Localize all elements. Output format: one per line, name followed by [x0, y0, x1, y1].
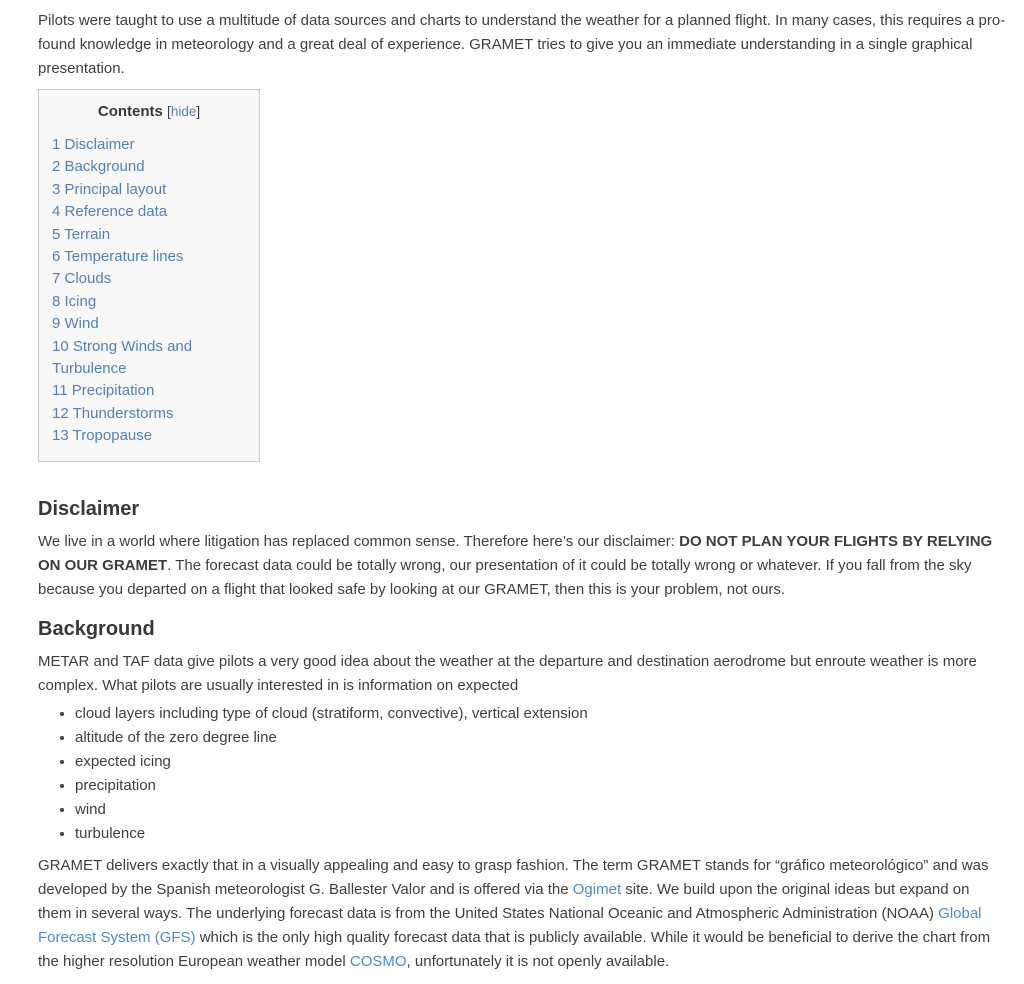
intro-paragraph: Pilots were taught to use a multitude of data sources and charts to understand the weather for a planned flight. In many cases, this requires a profound knowledge in meteorology and a great deal of experience. GRAMET tries to give you an immediate understanding in a single graphical presentation. — [38, 12, 1006, 77]
toc-item-title: Wind — [64, 315, 99, 333]
toc-item-number: 10 — [52, 337, 69, 355]
toc-item-title: Background — [64, 158, 145, 176]
toc-item-title: Tropopause — [72, 427, 153, 445]
toc-item — [52, 380, 246, 402]
toc-item — [52, 179, 246, 201]
toc-link-thunderstorms[interactable] — [52, 405, 173, 422]
outro-text-2: site. We build upon the original ideas but expand on them in several ways. The underlying forecast data is from the United States National Oceanic and Atmospheric Administration (NOAA) — [38, 880, 970, 922]
toc-item-title: Temperature lines — [64, 248, 184, 266]
toc-toggle-bracket-close: ] — [196, 104, 201, 119]
toc-item-title: Precipitation — [71, 382, 155, 400]
toc-item-title: Thunderstorms — [72, 404, 174, 422]
ogimet-link[interactable]: Ogimet — [572, 880, 622, 898]
toc-link-temperature-lines[interactable] — [52, 248, 183, 265]
toc-link-tropopause[interactable] — [52, 427, 152, 444]
section-heading-background: Background — [38, 617, 155, 640]
outro-text-1: GRAMET delivers exactly that in a visually appealing and easy to grasp fashion. The term GRAMET stands for “gráfico meteorológico” and was developed by the Spanish meteorologist G. Ballester Valor and is offered via the — [38, 856, 989, 898]
toc-item — [52, 224, 246, 246]
toc-item-number: 2 — [52, 158, 61, 176]
toc-item-number: 8 — [52, 292, 61, 310]
toc-item — [52, 313, 246, 335]
toc-item-number: 12 — [52, 404, 69, 422]
toc-item-number: 6 — [52, 248, 61, 266]
section-heading-disclaimer: Disclaimer — [38, 497, 140, 520]
toc-link-icing[interactable] — [52, 293, 96, 310]
toc-item — [52, 134, 246, 156]
toc-item — [52, 246, 246, 268]
toc-link-clouds[interactable] — [52, 270, 111, 287]
cosmo-link[interactable]: COSMO — [349, 952, 407, 970]
toc-item — [52, 336, 246, 381]
toc-link-principal-layout[interactable] — [52, 181, 166, 198]
toc-link-background[interactable] — [52, 158, 145, 175]
toc-item — [52, 201, 246, 223]
disclaimer-text-before-bold: We live in a world where litigation has replaced common sense. Therefore here’s our disclaimer: — [38, 532, 680, 550]
toc-item — [52, 291, 246, 313]
disclaimer-bold-warning: DO NOT PLAN YOUR FLIGHTS BY RELYING ON OUR GRAMET — [38, 532, 993, 574]
toc-link-precipitation[interactable] — [52, 382, 154, 399]
toc-item-number: 9 — [52, 315, 61, 333]
table-of-contents — [38, 89, 260, 462]
disclaimer-paragraph — [38, 530, 1006, 602]
toc-header — [52, 101, 246, 123]
toc-item-number: 13 — [52, 427, 69, 445]
toc-link-reference-data[interactable] — [52, 203, 167, 220]
toc-item-title: Terrain — [64, 225, 111, 243]
list-item: • altitude of the zero degree line — [75, 726, 1006, 750]
toc-item-title: Principal layout — [64, 180, 167, 198]
toc-link-strong-winds-turbulence[interactable] — [52, 338, 192, 377]
toc-toggle-bracket-open: [ — [167, 104, 171, 119]
toc-item — [52, 425, 246, 447]
toc-item — [52, 156, 246, 178]
toc-item-number: 11 — [52, 382, 68, 400]
list-item: • precipitation — [75, 774, 1006, 798]
toc-item-title: Clouds — [64, 270, 112, 288]
outro-text-3: which is the only high quality forecast data that is publicly available. While it would be beneficial to derive the chart from the higher resolution European weather model — [38, 928, 991, 970]
list-item: • turbulence — [75, 822, 1006, 846]
toc-title: Contents — [97, 103, 163, 120]
toc-item-number: 1 — [52, 136, 61, 153]
toc-item-title: Disclaimer — [64, 136, 135, 153]
toc-hide-link[interactable]: hide — [170, 104, 197, 119]
toc-item — [52, 268, 246, 290]
toc-list — [52, 134, 246, 448]
background-lead-paragraph: METAR and TAF data give pilots a very good idea about the weather at the departure and destination aerodrome but enroute weather is more complex. What pilots are usually interested in is information on expected — [38, 652, 977, 694]
outro-text-4: , unfortunately it is not openly available. — [406, 952, 670, 970]
toc-item-title: Icing — [64, 292, 97, 310]
list-item: • expected icing — [75, 750, 1006, 774]
toc-item — [52, 403, 246, 425]
toc-link-terrain[interactable] — [52, 226, 110, 243]
disclaimer-text-after-bold: . The forecast data could be totally wrong, our presentation of it could be totally wrong or whatever. If you fall from the sky because you departed on a flight that looked safe by looking at our GRAMET, then this is your problem, not ours. — [38, 556, 972, 598]
list-item: • wind — [75, 798, 1006, 822]
toc-item-number: 3 — [52, 180, 61, 198]
toc-toggle — [167, 104, 200, 119]
global-forecast-system-link[interactable]: Global Forecast System (GFS) — [38, 904, 982, 946]
toc-item-title: Reference data — [64, 203, 168, 221]
expected-weather-info-list — [38, 702, 1006, 846]
toc-link-wind[interactable] — [52, 315, 99, 332]
toc-item-title: Strong Winds and Turbulence — [52, 337, 193, 378]
toc-item-number: 7 — [52, 270, 61, 288]
toc-link-disclaimer[interactable] — [52, 136, 135, 153]
background-outro-paragraph — [38, 854, 1006, 974]
list-item: • cloud layers including type of cloud (stratiform, convective), vertical extension — [75, 702, 1006, 726]
toc-item-number: 4 — [52, 203, 61, 221]
toc-item-number: 5 — [52, 225, 61, 243]
